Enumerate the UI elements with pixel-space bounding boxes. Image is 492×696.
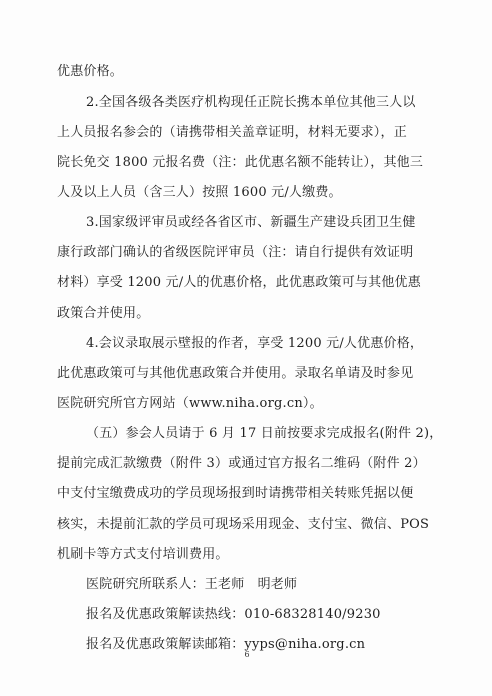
text-line-12: 医院研究所官方网站（www.niha.org.cn）。 bbox=[57, 396, 323, 411]
text-line-2: 2.全国各级各类医疗机构现任正院长携本单位其他三人以 bbox=[86, 95, 416, 110]
text-line-15: 中支付宝缴费成功的学员现场报到时请携带相关转账凭据以便 bbox=[57, 486, 414, 501]
text-line-18: 医院研究所联系人：王老师 明老师 bbox=[86, 577, 298, 592]
text-line-5: 人及以上人员（含三人）按照 1600 元/人缴费。 bbox=[57, 185, 342, 200]
text-line-3: 上人员报名参会的（请携带相关盖章证明，材料无要求），正 bbox=[57, 125, 407, 140]
text-line-4: 院长免交 1800 元报名费（注：此优惠名额不能转让），其他三 bbox=[57, 155, 424, 170]
text-line-11: 此优惠政策可与其他优惠政策合并使用。录取名单请及时参见 bbox=[57, 366, 414, 381]
text-line-10: 4.会议录取展示壁报的作者，享受 1200 元/人优惠价格， bbox=[86, 336, 424, 351]
text-line-14: 提前完成汇款缴费（附件 3）或通过官方报名二维码（附件 2） bbox=[57, 456, 426, 471]
text-line-8: 材料）享受 1200 元/人的优惠价格，此优惠政策可与其他优惠 bbox=[57, 275, 421, 290]
text-line-9: 政策合并使用。 bbox=[57, 306, 150, 321]
text-line-20: 报名及优惠政策解读邮箱：yyps@niha.org.cn bbox=[86, 637, 366, 652]
text-line-7: 康行政部门确认的省级医院评审员（注：请自行提供有效证明 bbox=[57, 245, 414, 260]
text-line-13: （五）参会人员请于 6 月 17 日前按要求完成报名(附件 2)， bbox=[86, 426, 443, 441]
text-line-6: 3.国家级评审员或经各省区市、新疆生产建设兵团卫生健 bbox=[86, 215, 416, 230]
text-line-1: 优惠价格。 bbox=[57, 64, 124, 79]
page-number: 6 bbox=[244, 650, 250, 659]
text-line-17: 机刷卡等方式支付培训费用。 bbox=[57, 547, 229, 562]
text-line-16: 核实，未提前汇款的学员可现场采用现金、支付宝、微信、POS bbox=[57, 517, 430, 532]
text-line-19: 报名及优惠政策解读热线：010-68328140/9230 bbox=[86, 607, 381, 622]
